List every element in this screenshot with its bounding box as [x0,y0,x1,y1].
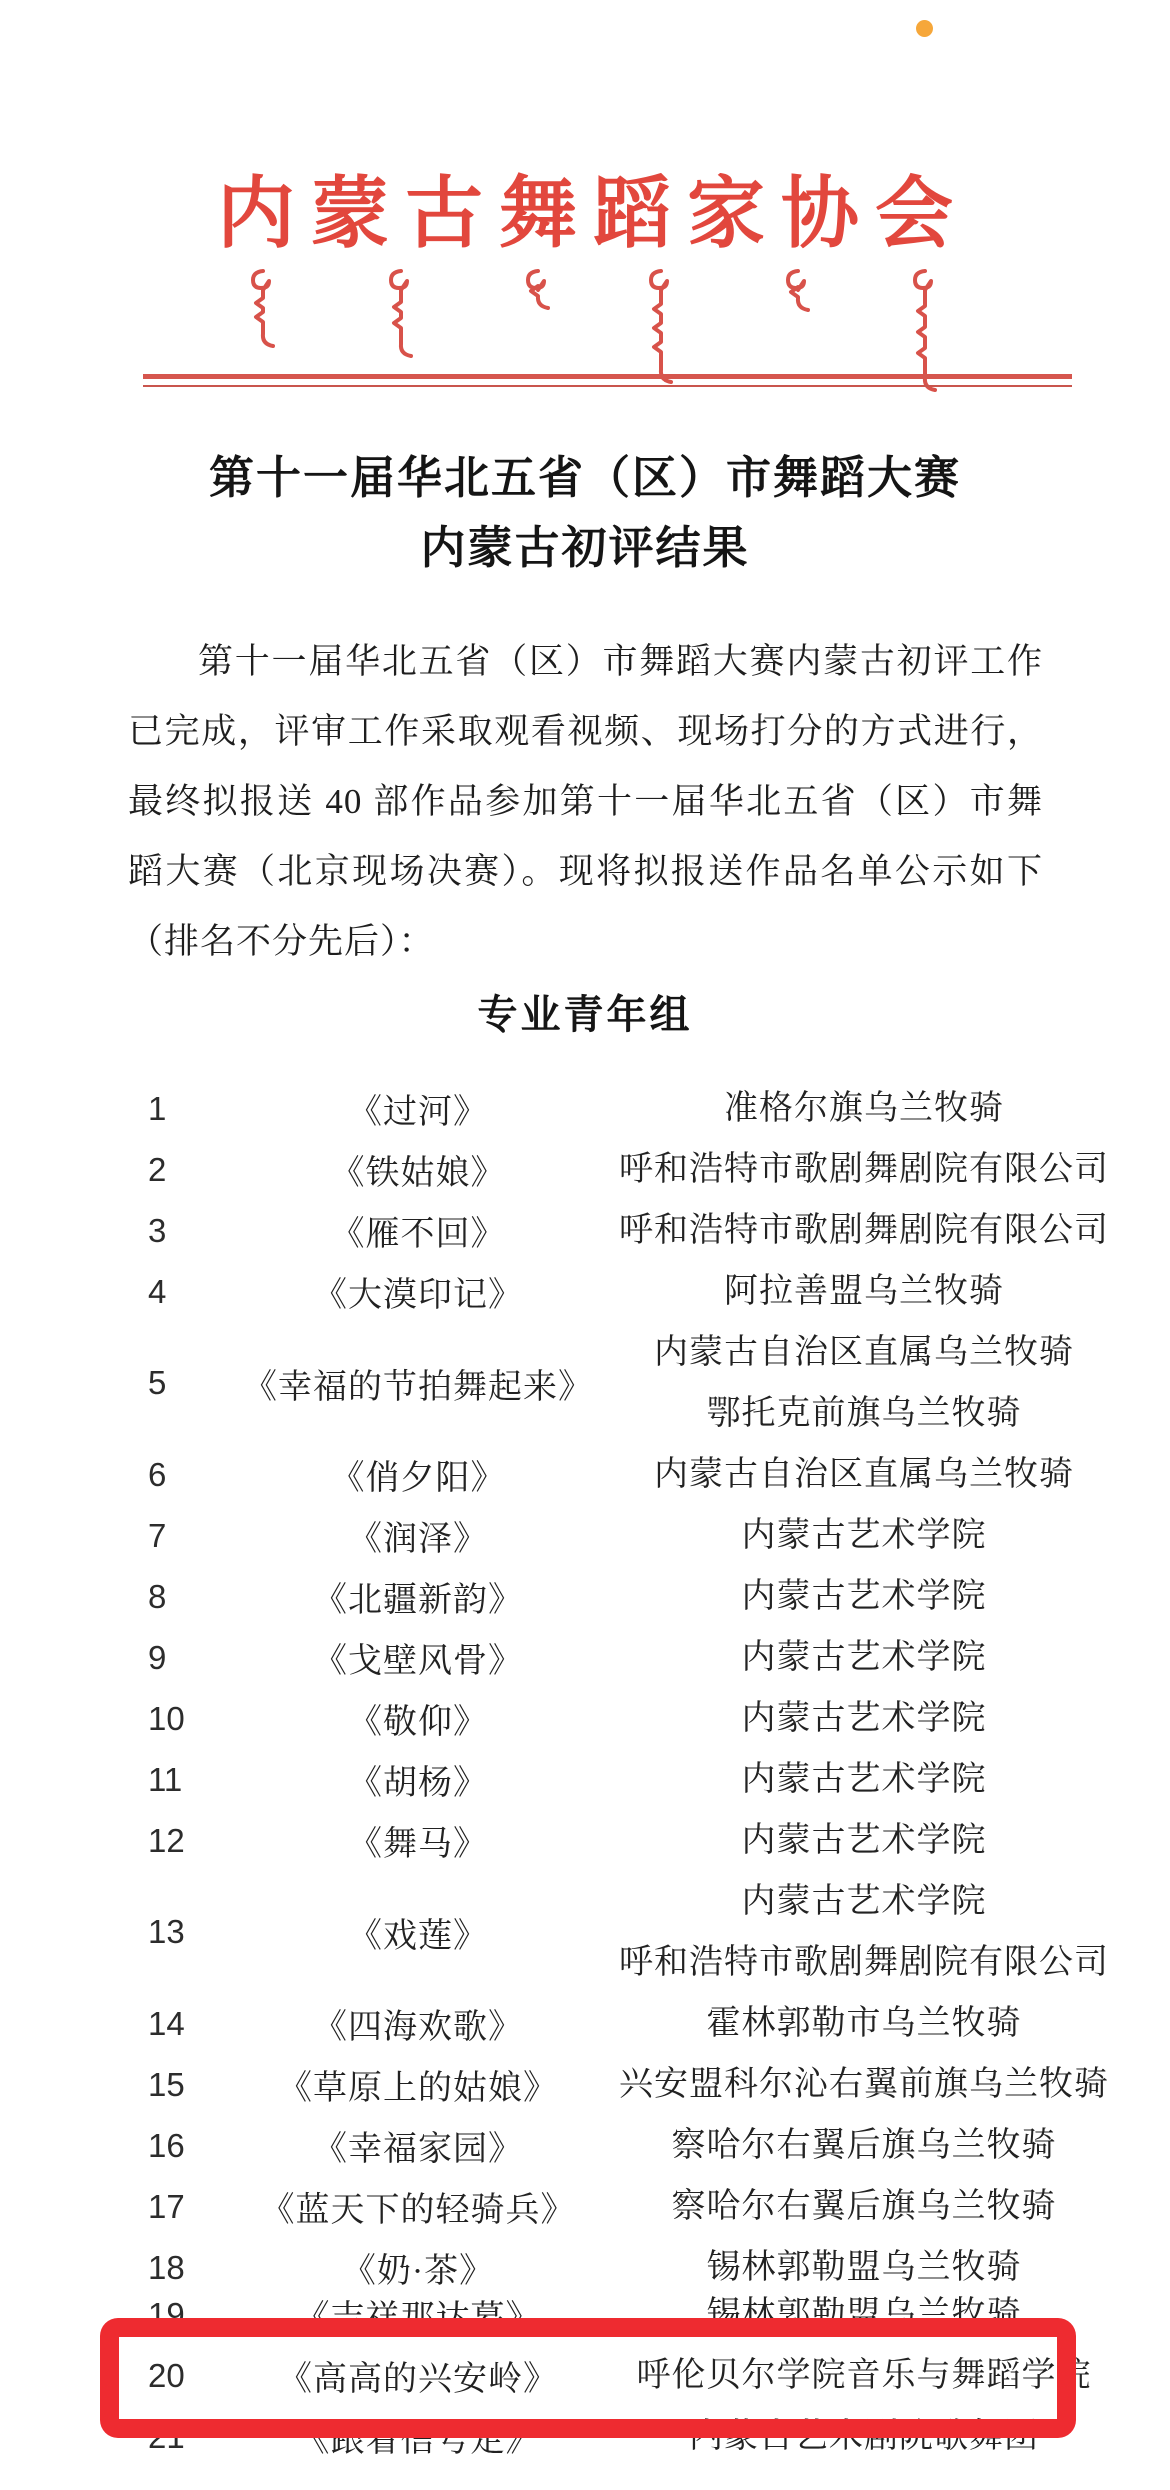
row-organization [598,2176,1170,2237]
organization-line: 呼和浩特市歌剧舞剧院有限公司 [619,1151,1109,1188]
row-organization [598,1627,1170,1688]
row-number: 5 [148,1364,167,1401]
row-work-title: 《草原上的姑娘》 [278,2070,558,2107]
row-work-title: 《跟着信号走》 [295,2422,541,2459]
row-number: 16 [148,2126,185,2164]
organization-line: 内蒙古艺术学院 [741,1639,987,1676]
row-number: 17 [148,2187,185,2225]
organization-line: 内蒙古自治区直属乌兰牧骑 [654,1334,1074,1371]
row-organization [598,1139,1170,1200]
table-row [0,2054,1170,2115]
row-number: 21 [148,2417,185,2455]
row-organization [598,2115,1170,2176]
row-number: 12 [148,1821,185,1859]
row-number: 8 [148,1577,167,1615]
row-work-title: 《吉祥那达慕》 [295,2300,541,2337]
table-row [0,1627,1170,1688]
orange-dot-icon [916,20,933,37]
row-number: 14 [148,2004,185,2042]
row-work-title: 《幸福家园》 [313,2131,523,2168]
row-organization [598,1871,1170,1993]
row-work-title: 《俏夕阳》 [330,1460,506,1497]
table-row [0,2176,1170,2237]
organization-line: 鄂托克前旗乌兰牧骑 [706,1395,1022,1432]
table-row [0,1078,1170,1139]
row-organization [598,1322,1170,1444]
table-row [0,1139,1170,1200]
row-number: 19 [148,2295,185,2333]
organization-line: 呼伦贝尔学院音乐与舞蹈学院 [636,2357,1092,2394]
table-row [0,1200,1170,1261]
row-organization [598,1566,1170,1627]
row-organization [598,1749,1170,1810]
row-organization [598,1810,1170,1871]
document-title-line1: 第十一届华北五省（区）市舞蹈大赛 [208,452,961,503]
organization-line: 呼和浩特市歌剧舞剧院有限公司 [619,1212,1109,1249]
table-row [0,2115,1170,2176]
mongolian-script-icon [384,266,414,360]
mongolian-script-icon [246,266,276,350]
mongolian-script-icon [781,266,811,314]
organization-line: 察哈尔右翼后旗乌兰牧骑 [671,2127,1057,2164]
organization-line: 察哈尔右翼后旗乌兰牧骑 [671,2188,1057,2225]
letterhead-org-name: 内蒙古舞蹈家协会 [216,170,969,257]
row-number: 7 [148,1516,167,1554]
row-work-title: 《润泽》 [348,1521,488,1558]
mongolian-script-icon [521,266,551,312]
organization-line: 呼和浩特市歌剧舞剧院有限公司 [619,1944,1109,1981]
row-work-title: 《戏莲》 [348,1917,488,1955]
row-number: 3 [148,1211,167,1249]
organization-line: 锡林郭勒盟乌兰牧骑 [706,2296,1022,2333]
row-work-title: 《大漠印记》 [313,1277,523,1314]
organization-line: 内蒙古艺术学院 [741,1578,987,1615]
table-row [0,1810,1170,1871]
organization-line: 兴安盟科尔沁右翼前旗乌兰牧骑 [619,2066,1109,2103]
table-row [0,1322,1170,1444]
row-work-title: 《舞马》 [348,1826,488,1863]
organization-line: 内蒙古艺术学院 [741,1822,987,1859]
announcement-paragraph: 第十一届华北五省（区）市舞蹈大赛内蒙古初评工作已完成，评审工作采取观看视频、现场打分的方式进行，最终拟报送 40 部作品参加第十一届华北五省（区）市舞蹈大赛（北京现场决赛）。现将拟报送作品名单公示如下（排名不分先后）： [128,642,1043,961]
letterhead-rule-thick [143,374,1072,379]
section-heading: 专业青年组 [477,993,693,1037]
row-work-title: 《敬仰》 [348,1704,488,1741]
table-row [0,1993,1170,2054]
organization-line: 内蒙古艺术学院 [741,1883,987,1920]
table-row [0,1444,1170,1505]
row-number: 6 [148,1455,167,1493]
document-title-line2: 内蒙古初评结果 [420,522,750,573]
organization-line: 内蒙古艺术剧院歌舞团 [689,2418,1039,2455]
row-work-title: 《戈壁风骨》 [313,1643,523,1680]
organization-line: 准格尔旗乌兰牧骑 [724,1090,1004,1127]
letterhead-rule-thin [143,385,1072,387]
row-work-title: 《雁不回》 [330,1216,506,1253]
row-organization [598,1993,1170,2054]
row-work-title: 《奶·茶》 [341,2253,495,2290]
table-row [0,1749,1170,1810]
document-title [0,443,1170,583]
results-table [0,1078,1170,2467]
table-row [0,1871,1170,1993]
row-work-title: 《高高的兴安岭》 [278,2361,558,2398]
organization-line: 霍林郭勒市乌兰牧骑 [706,2005,1022,2042]
row-work-title: 《四海欢歌》 [313,2009,523,2046]
row-work-title: 《北疆新韵》 [313,1582,523,1619]
table-row [0,1688,1170,1749]
organization-line: 阿拉善盟乌兰牧骑 [724,1273,1004,1310]
row-number: 20 [148,2356,185,2394]
row-number: 9 [148,1638,167,1676]
row-organization [598,1200,1170,1261]
row-work-title: 《胡杨》 [348,1765,488,1802]
row-organization [598,1688,1170,1749]
row-number: 18 [148,2248,185,2286]
row-number: 15 [148,2065,185,2103]
table-row [0,1566,1170,1627]
row-number: 13 [148,1913,185,1950]
organization-line: 内蒙古艺术学院 [741,1700,987,1737]
row-number: 1 [148,1089,167,1127]
row-number: 2 [148,1150,167,1188]
table-row [0,1505,1170,1566]
row-number: 4 [148,1272,167,1310]
row-number: 11 [148,1760,183,1798]
row-organization [598,1505,1170,1566]
row-organization [598,1444,1170,1505]
row-work-title: 《蓝天下的轻骑兵》 [260,2192,576,2229]
row-organization [598,1261,1170,1322]
row-work-title: 《过河》 [348,1094,488,1131]
organization-line: 锡林郭勒盟乌兰牧骑 [706,2249,1022,2286]
organization-line: 内蒙古艺术学院 [741,1517,987,1554]
table-row [0,1261,1170,1322]
organization-line: 内蒙古自治区直属乌兰牧骑 [654,1456,1074,1493]
row-work-title: 《铁姑娘》 [330,1155,506,1192]
organization-line: 内蒙古艺术学院 [741,1761,987,1798]
row-organization [598,2054,1170,2115]
row-work-title: 《幸福的节拍舞起来》 [243,1368,593,1406]
highlight-box [100,2318,1076,2438]
row-organization [598,1078,1170,1139]
mongolian-script-icon [644,266,674,386]
row-number: 10 [148,1699,185,1737]
